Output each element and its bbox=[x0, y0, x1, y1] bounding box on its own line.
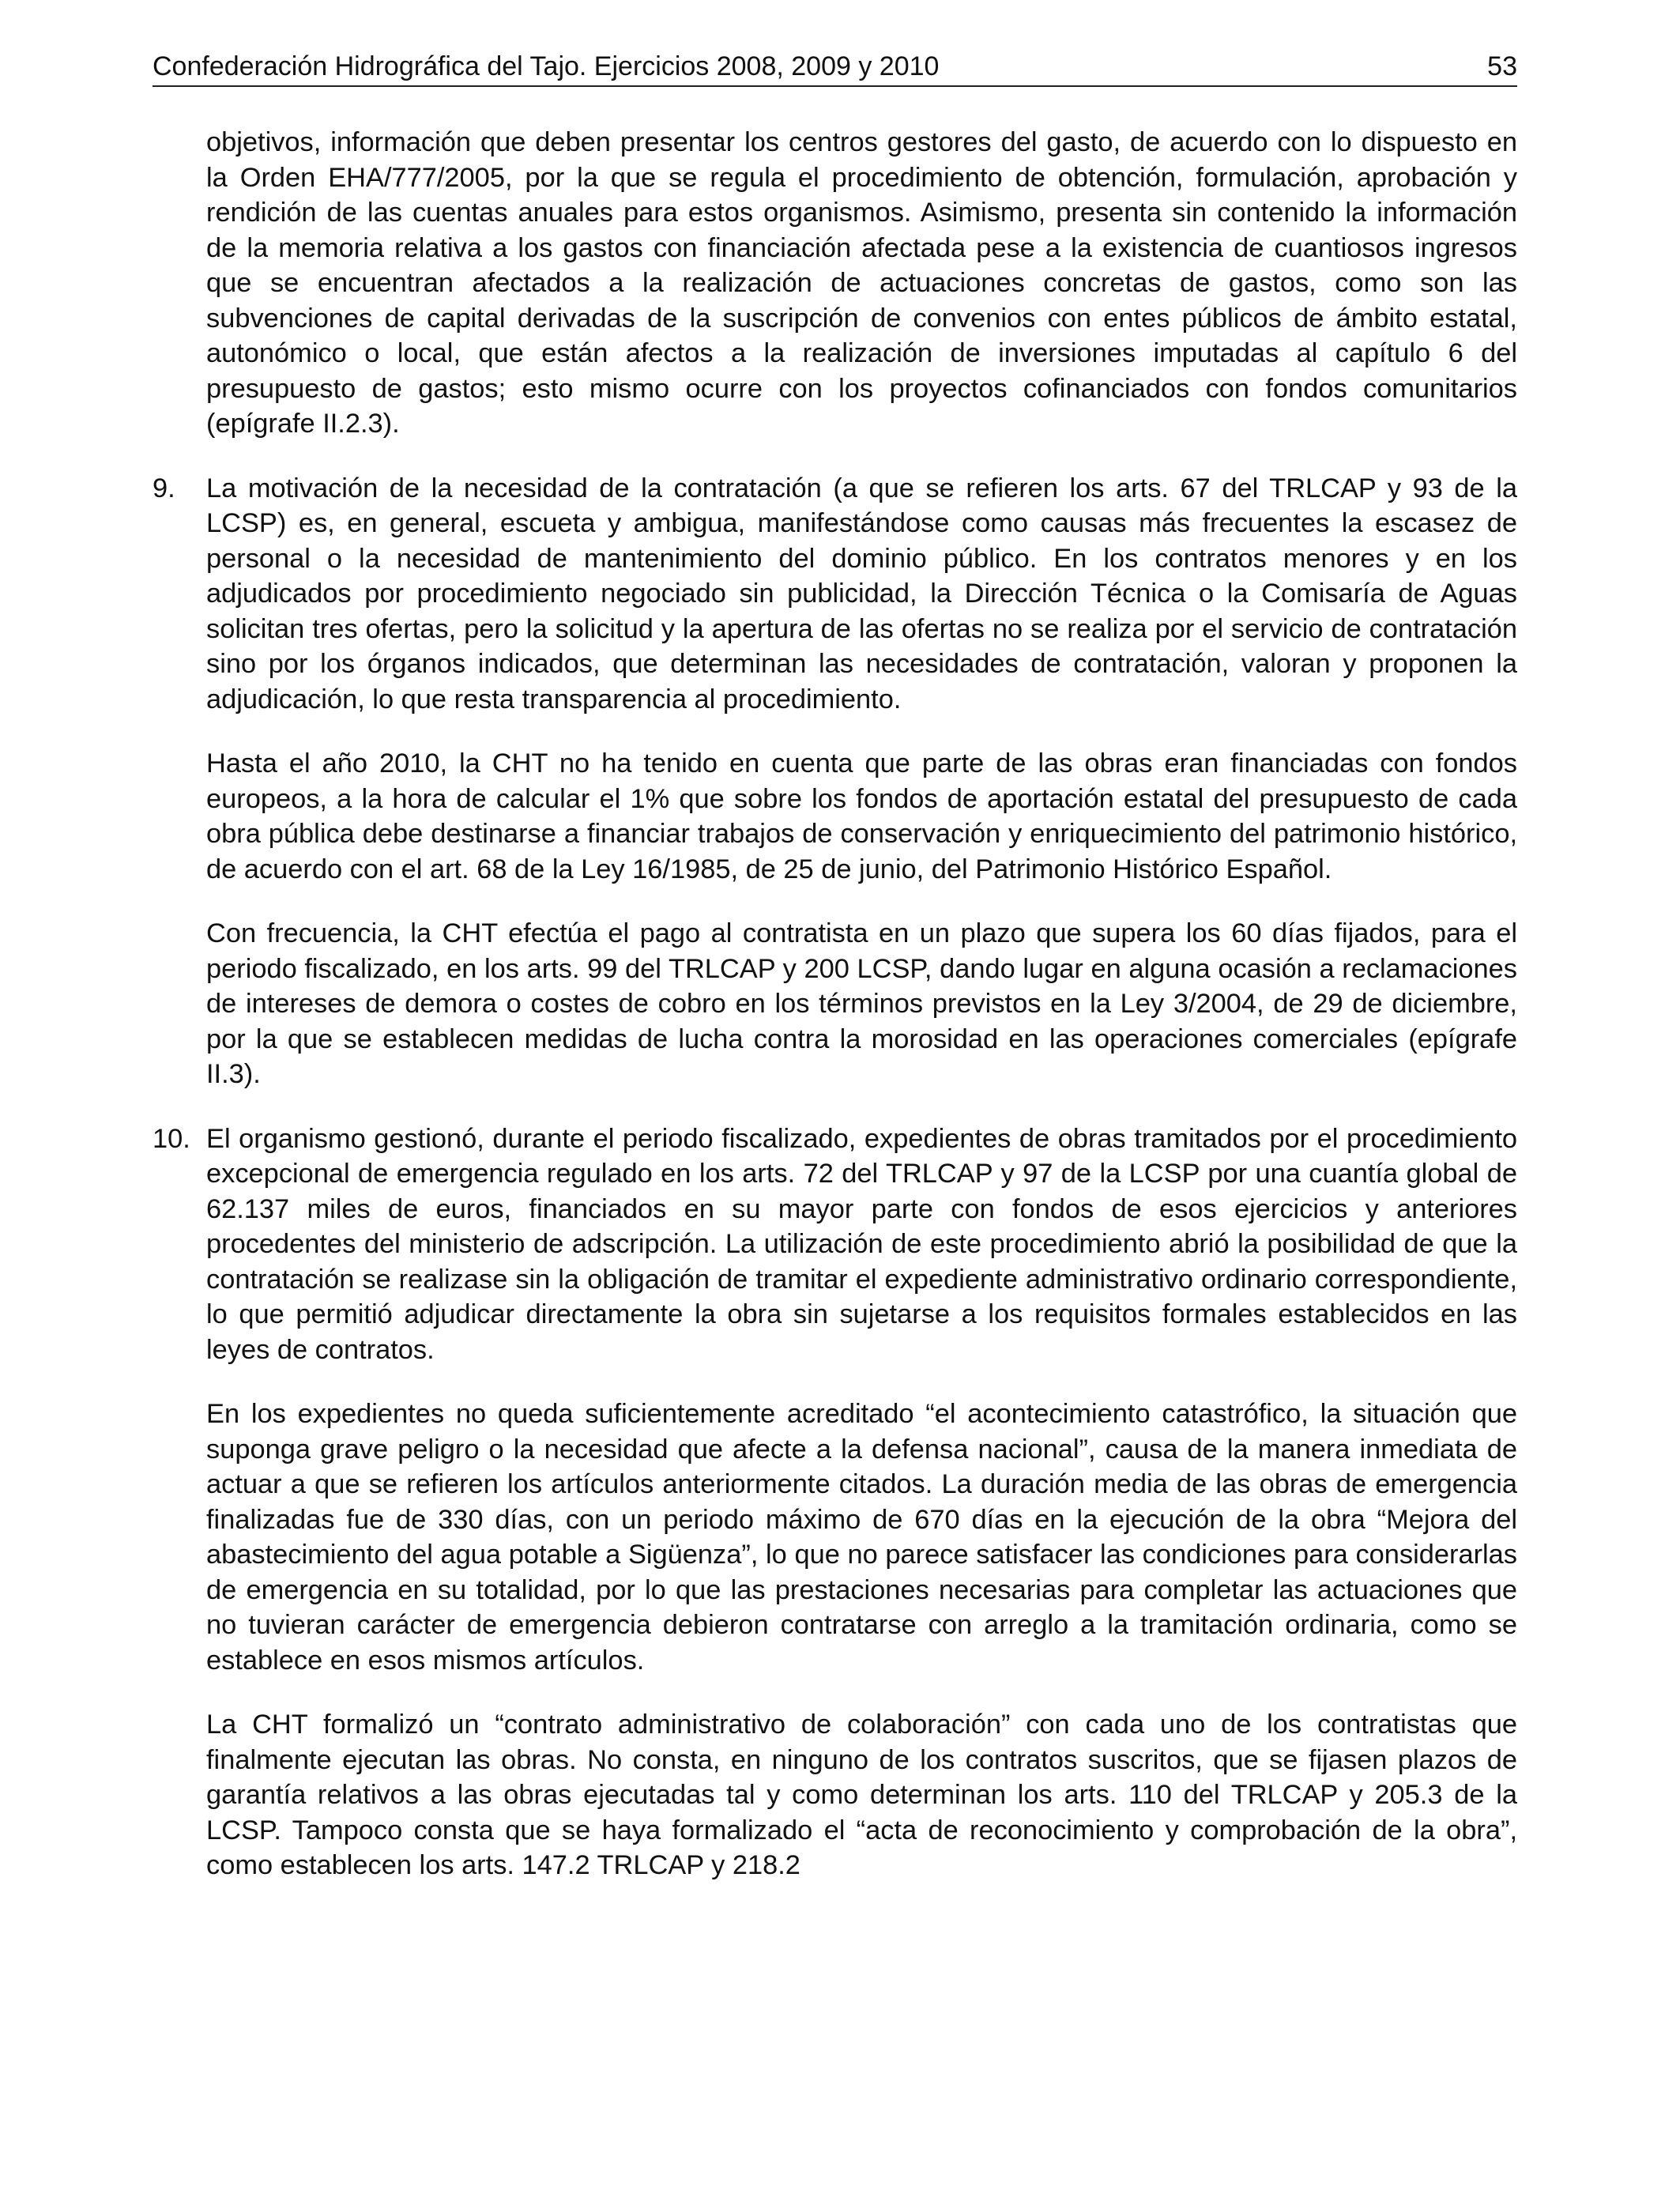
paragraph-text: La CHT formalizó un “contrato administrativo de colaboración” con cada uno de los contratistas que finalmente ejecutan las obras. No consta, en ninguno de los contratos suscritos, que se fijasen plazos de garantía relativos a las obras ejecutadas tal y como determinan los arts. 110 del TRLCAP y 205.3 de la LCSP. Tampoco consta que se haya formalizado el “acta de reconocimiento y comprobación de la obra”, como establecen los arts. 147.2 TRLCAP y 218.2 bbox=[206, 1710, 1517, 1880]
paragraph bbox=[153, 746, 1517, 887]
header-title: Confederación Hidrográfica del Tajo. Ejercicios 2008, 2009 y 2010 bbox=[153, 51, 940, 81]
numbered-paragraph-10 bbox=[153, 1122, 1517, 1368]
paragraph-number: 9. bbox=[153, 473, 175, 503]
paragraph-text: Hasta el año 2010, la CHT no ha tenido en cuenta que parte de las obras eran financiadas con fondos europeos, a la hora de calcular el 1% que sobre los fondos de aportación estatal del presupuesto de cada obra pública debe destinarse a financiar trabajos de conservación y enriquecimiento del patrimonio histórico, de acuerdo con el art. 68 de la Ley 16/1985, de 25 de junio, del Patrimonio Histórico Español. bbox=[206, 748, 1517, 884]
page-number: 53 bbox=[1487, 51, 1517, 81]
paragraph-text: En los expedientes no queda suficientemente acreditado “el acontecimiento catastrófico, la situación que suponga grave peligro o la necesidad que afecte a la defensa nacional”, causa de la manera inmediata de actuar a que se refieren los artículos anteriormente citados. La duración media de las obras de emergencia finalizadas fue de 330 días, con un periodo máximo de 670 días en la ejecución de la obra “Mejora del abastecimiento del agua potable a Sigüenza”, lo que no parece satisfacer las condiciones para considerarlas de emergencia en su totalidad, por lo que las prestaciones necesarias para completar las actuaciones que no tuvieran carácter de emergencia debieron contratarse con arreglo a la tramitación ordinaria, como se establece en esos mismos artículos. bbox=[206, 1399, 1517, 1676]
paragraph-text: El organismo gestionó, durante el periodo fiscalizado, expedientes de obras tramitados por el procedimiento excepcional de emergencia regulado en los arts. 72 del TRLCAP y 97 de la LCSP por una cuantía global de 62.137 miles de euros, financiados en su mayor parte con fondos de esos ejercicios y anteriores procedentes del ministerio de adscripción. La utilización de este procedimiento abrió la posibilidad de que la contratación se realizase sin la obligación de tramitar el expediente administrativo ordinario correspondiente, lo que permitió adjudicar directamente la obra sin sujetarse a los requisitos formales establecidos en las leyes de contratos. bbox=[206, 1123, 1517, 1365]
document-body bbox=[153, 125, 1517, 1883]
paragraph-text: Con frecuencia, la CHT efectúa el pago al contratista en un plazo que supera los 60 días fijados, para el periodo fiscalizado, en los arts. 99 del TRLCAP y 200 LCSP, dando lugar en alguna ocasión a reclamaciones de intereses de demora o costes de cobro en los términos previstos en la Ley 3/2004, de 29 de diciembre, por la que se establecen medidas de lucha contra la morosidad en las operaciones comerciales (epígrafe II.3). bbox=[206, 918, 1517, 1089]
paragraph-text: objetivos, información que deben presentar los centros gestores del gasto, de acuerdo con lo dispuesto en la Orden EHA/777/2005, por la que se regula el procedimiento de obtención, formulación, aprobación y rendición de las cuentas anuales para estos organismos. Asimismo, presenta sin contenido la información de la memoria relativa a los gastos con financiación afectada pese a la existencia de cuantiosos ingresos que se encuentran afectados a la realización de actuaciones concretas de gastos, como son las subvenciones de capital derivadas de la suscripción de convenios con entes públicos de ámbito estatal, autonómico o local, que están afectos a la realización de inversiones imputadas al capítulo 6 del presupuesto de gastos; esto mismo ocurre con los proyectos cofinanciados con fondos comunitarios (epígrafe II.2.3). bbox=[206, 127, 1517, 439]
paragraph-text: La motivación de la necesidad de la contratación (a que se refieren los arts. 67 del TRLCAP y 93 de la LCSP) es, en general, escueta y ambigua, manifestándose como causas más frecuentes la escasez de personal o la necesidad de mantenimiento del dominio público. En los contratos menores y en los adjudicados por procedimiento negociado sin publicidad, la Dirección Técnica o la Comisaría de Aguas solicitan tres ofertas, pero la solicitud y la apertura de las ofertas no se realiza por el servicio de contratación sino por los órganos indicados, que determinan las necesidades de contratación, valoran y proponen la adjudicación, lo que resta transparencia al procedimiento. bbox=[206, 473, 1517, 714]
paragraph bbox=[153, 1707, 1517, 1883]
numbered-paragraph-9 bbox=[153, 471, 1517, 718]
paragraph bbox=[153, 1397, 1517, 1678]
paragraph bbox=[153, 916, 1517, 1092]
paragraph-number: 10. bbox=[153, 1123, 190, 1154]
page-header bbox=[153, 47, 1517, 87]
paragraph-continuation bbox=[153, 125, 1517, 442]
